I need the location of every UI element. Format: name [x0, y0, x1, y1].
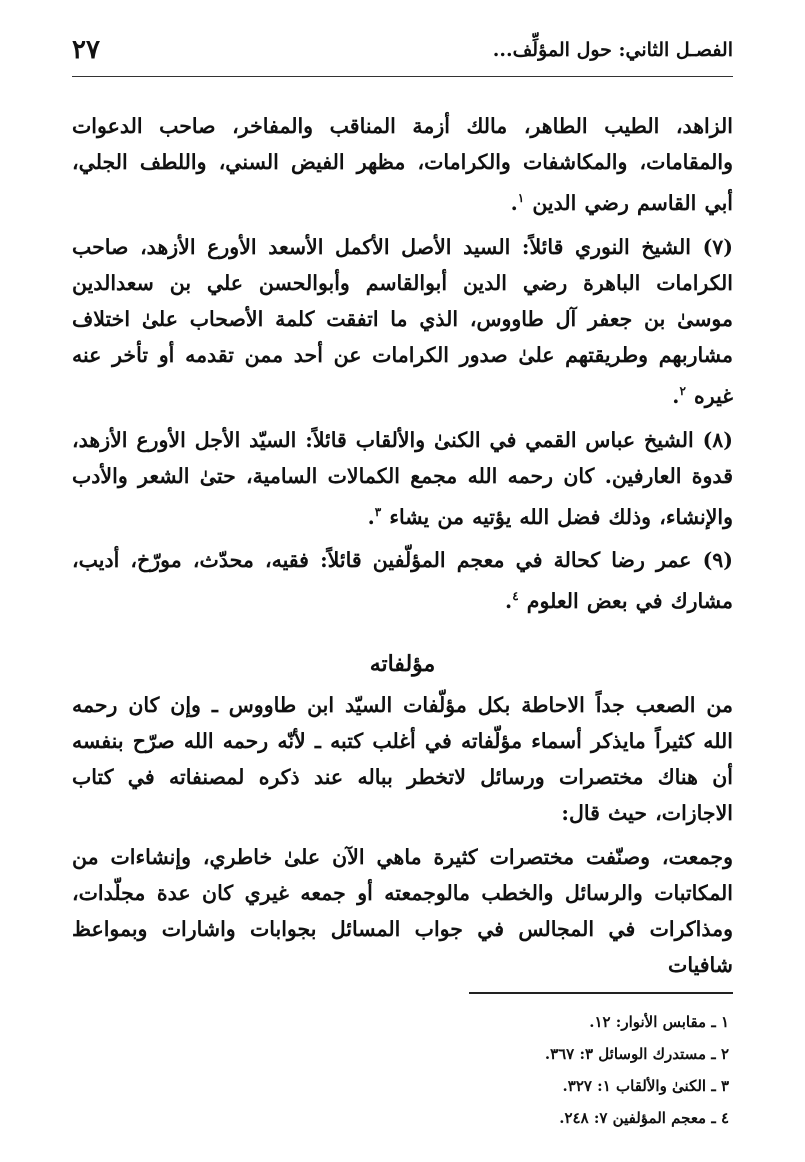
- page-body: [72, 108, 733, 991]
- footnote-item: ١ ـ مقابس الأنوار: ١٢.: [589, 1013, 729, 1031]
- page-number: ٢٧: [72, 35, 100, 65]
- footnote-ref: ١: [517, 191, 525, 205]
- header-divider: [72, 76, 733, 77]
- section-paragraph: من الصعب جداً الاحاطة بكل مؤلّفات السيّد ابن طاووس ـ وإن كان رحمه الله كثيراً مايذكر أسماء مؤلّفاته في أغلب كتبه ـ لأنّه رحمه الله صرّح بنفسه أن هناك مختصرات ورسائل لاتخطر بباله عند ذكره لمصنفاته في كتاب الاجازات، حيث قال:: [72, 693, 733, 826]
- page-header: [72, 30, 733, 70]
- paragraph-nouri: (٧) الشيخ النوري قائلاً: السيد الأصل الأكمل الأسعد الأورع الأزهد، صاحب الكرامات الباهرة رضي الدين أبوالقاسم وأبوالحسن علي بن سعدالدين موسىٰ بن جعفر آل طاووس، الذي ما اتفقت كلمة الأصحاب علىٰ اختلاف مشاربهم وطريقتهم علىٰ صدور الكرامات عن أحد ممن تقدمه أو تأخر عنه غيره $^٢$.: [72, 234, 733, 408]
- section-heading: مؤلفاته: [369, 651, 436, 678]
- paragraph-kahhala: (٩) عمر رضا كحالة في معجم المؤلّفين قائلاً: فقيه، محدّث، مورّخ، أديب، مشارك في بعض العلوم $^٤$.: [72, 548, 733, 614]
- paragraph-qummi: (٨) الشيخ عباس القمي في الكنىٰ والألقاب قائلاً: السيّد الأجل الأورع الأزهد، قدوة العارفين. كان رحمه الله مجمع الكمالات السامية، حتىٰ الشعر والأدب والإنشاء، وذلك فضل الله يؤتيه من يشاء $^٣$.: [72, 427, 733, 529]
- footnote-item: ٤ ـ معجم المؤلفين ٧: ٢٤٨.: [559, 1109, 729, 1127]
- footnotes: [72, 1006, 729, 1134]
- running-header-title: الفصـل الثاني: حول المؤلِّف...: [492, 39, 733, 61]
- footnote-ref: ٤: [512, 589, 519, 604]
- footnote-ref: ٢: [679, 383, 686, 398]
- footnote-item: ٢ ـ مستدرك الوسائل ٣: ٣٦٧.: [544, 1045, 729, 1063]
- section-paragraph: وجمعت، وصنّفت مختصرات كثيرة ماهي الآن علىٰ خاطري، وإنشاءات من المكاتبات والرسائل والخطب مالوجمعته أو جمعه غيري كان عدة مجلّدات، ومذاكرات في المجالس في جواب المسائل بجوابات واشارات وبمواعظ شافيات: [72, 845, 733, 978]
- footnote-item: ٣ ـ الكنىٰ والألقاب ١: ٣٢٧.: [562, 1077, 729, 1095]
- footnote-divider: [469, 992, 733, 994]
- paragraph-intro: الزاهد، الطيب الطاهر، مالك أزمة المناقب والمفاخر، صاحب الدعوات والمقامات، والمكاشفات والكرامات، مظهر الفيض السني، واللطف الجلي، أبي القاسم رضي الدين $^١$.: [72, 114, 733, 215]
- footnote-ref: ٣: [374, 504, 382, 519]
